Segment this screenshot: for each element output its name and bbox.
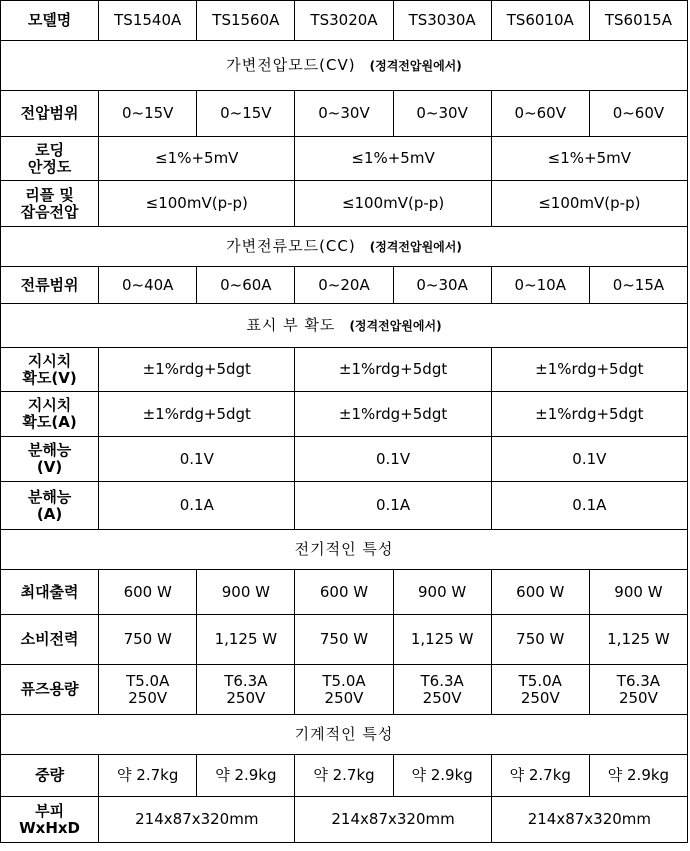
power-consumption-value: 1,125 W [197,615,295,665]
weight-value: 약 2.7kg [491,755,589,797]
power-consumption-value: 1,125 W [589,615,687,665]
accuracy-a-value: ±1%rdg+5dgt [295,392,491,437]
label-line: 부피 [35,801,65,820]
fuse-capacity-value [197,665,295,715]
voltage-range-value: 0~60V [491,91,589,137]
volume-label [1,797,99,843]
ripple-noise-value: ≤100mV(p-p) [491,181,687,227]
fuse-rating: T5.0A [126,671,170,690]
loading-stability-value: ≤1%+5mV [491,137,687,181]
label-line: 안정도 [27,157,72,176]
model-ts6015a: TS6015A [589,1,687,41]
resolution-a-value: 0.1A [491,482,687,530]
cc-section-row [1,227,688,267]
fuse-voltage: 250V [324,688,364,707]
cv-section-title [1,41,688,91]
model-ts1560a: TS1560A [197,1,295,41]
voltage-range-value: 0~30V [393,91,491,137]
mechanical-section-row [1,715,688,755]
voltage-range-label: 전압범위 [1,91,99,137]
loading-stability-label [1,137,99,181]
label-line: 확도(V) [22,368,77,387]
max-output-value: 900 W [197,570,295,615]
model-label: 모델명 [1,1,99,41]
display-note: (정격전압원에서) [349,318,442,333]
volume-row [1,797,688,843]
current-range-label: 전류범위 [1,267,99,304]
cc-section-title [1,227,688,267]
electrical-section-title [1,530,688,570]
cc-note: (정격전압원에서) [369,239,462,254]
max-output-value: 600 W [491,570,589,615]
fuse-rating: T6.3A [420,671,464,690]
volume-value: 214x87x320mm [491,797,687,843]
accuracy-v-value: ±1%rdg+5dgt [295,348,491,392]
model-ts3030a: TS3030A [393,1,491,41]
label-line: 분해능 [27,441,72,459]
loading-stability-value: ≤1%+5mV [295,137,491,181]
power-consumption-value: 750 W [491,615,589,665]
ripple-noise-value: ≤100mV(p-p) [295,181,491,227]
ripple-noise-value: ≤100mV(p-p) [99,181,295,227]
fuse-capacity-value [393,665,491,715]
resolution-v-value: 0.1V [99,437,295,482]
model-ts1540a: TS1540A [99,1,197,41]
accuracy-v-label [1,348,99,392]
fuse-rating: T6.3A [616,671,661,690]
fuse-capacity-row [1,665,688,715]
label-line: (A) [36,504,63,523]
accuracy-a-value: ±1%rdg+5dgt [491,392,687,437]
loading-stability-row [1,137,688,181]
resolution-a-value: 0.1A [295,482,491,530]
electrical-title: 전기적인 특성 [294,540,394,558]
display-title: 표시 부 확도 [246,315,336,334]
fuse-rating: T6.3A [224,671,268,690]
resolution-a-label [1,482,99,530]
cv-section-row [1,41,688,91]
fuse-capacity-value [99,665,197,715]
volume-value: 214x87x320mm [99,797,295,843]
power-consumption-value: 750 W [295,615,393,665]
weight-row [1,755,688,797]
power-consumption-label: 소비전력 [1,615,99,665]
fuse-voltage: 250V [226,688,266,707]
display-section-title [1,304,688,348]
accuracy-a-value: ±1%rdg+5dgt [99,392,295,437]
model-ts6010a: TS6010A [491,1,589,41]
fuse-rating: T5.0A [518,671,562,690]
loading-stability-value: ≤1%+5mV [99,137,295,181]
label-line: 분해능 [27,487,72,506]
current-range-value: 0~15A [589,267,687,304]
fuse-voltage: 250V [520,688,560,707]
current-range-value: 0~40A [99,267,197,304]
max-output-value: 900 W [589,570,687,615]
accuracy-a-row [1,392,688,437]
fuse-rating: T5.0A [322,671,366,690]
voltage-range-value: 0~60V [589,91,687,137]
fuse-capacity-value [589,665,687,715]
ripple-noise-row [1,181,688,227]
label-line: 로딩 [35,140,65,159]
current-range-value: 0~10A [491,267,589,304]
cc-title: 가변전류모드(CC) [226,236,356,255]
max-output-label: 최대출력 [1,570,99,615]
fuse-capacity-label: 퓨즈용량 [1,665,99,715]
cv-note: (정격전압원에서) [369,58,462,73]
voltage-range-value: 0~15V [197,91,295,137]
max-output-value: 600 W [99,570,197,615]
accuracy-v-row [1,348,688,392]
fuse-voltage: 250V [618,688,658,707]
volume-value: 214x87x320mm [295,797,491,843]
max-output-value: 900 W [393,570,491,615]
label-line: WxHxD [19,818,81,837]
current-range-value: 0~60A [197,267,295,304]
current-range-row [1,267,688,304]
fuse-capacity-value [491,665,589,715]
resolution-a-value: 0.1A [99,482,295,530]
header-row [1,1,688,41]
mechanical-section-title [1,715,688,755]
electrical-section-row [1,530,688,570]
resolution-v-value: 0.1V [491,437,687,482]
weight-value: 약 2.9kg [589,755,687,797]
weight-value: 약 2.7kg [99,755,197,797]
weight-value: 약 2.9kg [393,755,491,797]
weight-label: 중량 [1,755,99,797]
accuracy-v-value: ±1%rdg+5dgt [99,348,295,392]
display-section-row [1,304,688,348]
max-output-row [1,570,688,615]
fuse-voltage: 250V [128,688,168,707]
power-consumption-value: 750 W [99,615,197,665]
resolution-a-row [1,482,688,530]
weight-value: 약 2.9kg [197,755,295,797]
model-ts3020a: TS3020A [295,1,393,41]
label-line: 잡음전압 [20,202,79,221]
voltage-range-row [1,91,688,137]
label-line: (V) [36,458,63,476]
weight-value: 약 2.7kg [295,755,393,797]
mechanical-title: 기계적인 특성 [294,725,394,743]
resolution-v-label [1,437,99,482]
voltage-range-value: 0~30V [295,91,393,137]
power-consumption-value: 1,125 W [393,615,491,665]
current-range-value: 0~20A [295,267,393,304]
label-line: 지시치 [27,351,72,370]
resolution-v-value: 0.1V [295,437,491,482]
ripple-noise-label [1,181,99,227]
label-line: 리플 및 [25,185,74,204]
accuracy-a-label [1,392,99,437]
voltage-range-value: 0~15V [99,91,197,137]
accuracy-v-value: ±1%rdg+5dgt [491,348,687,392]
fuse-voltage: 250V [422,688,462,707]
max-output-value: 600 W [295,570,393,615]
cv-title: 가변전압모드(CV) [226,55,356,74]
label-line: 지시치 [27,396,72,414]
fuse-capacity-value [295,665,393,715]
current-range-value: 0~30A [393,267,491,304]
label-line: 확도(A) [22,413,77,431]
power-consumption-row [1,615,688,665]
resolution-v-row [1,437,688,482]
